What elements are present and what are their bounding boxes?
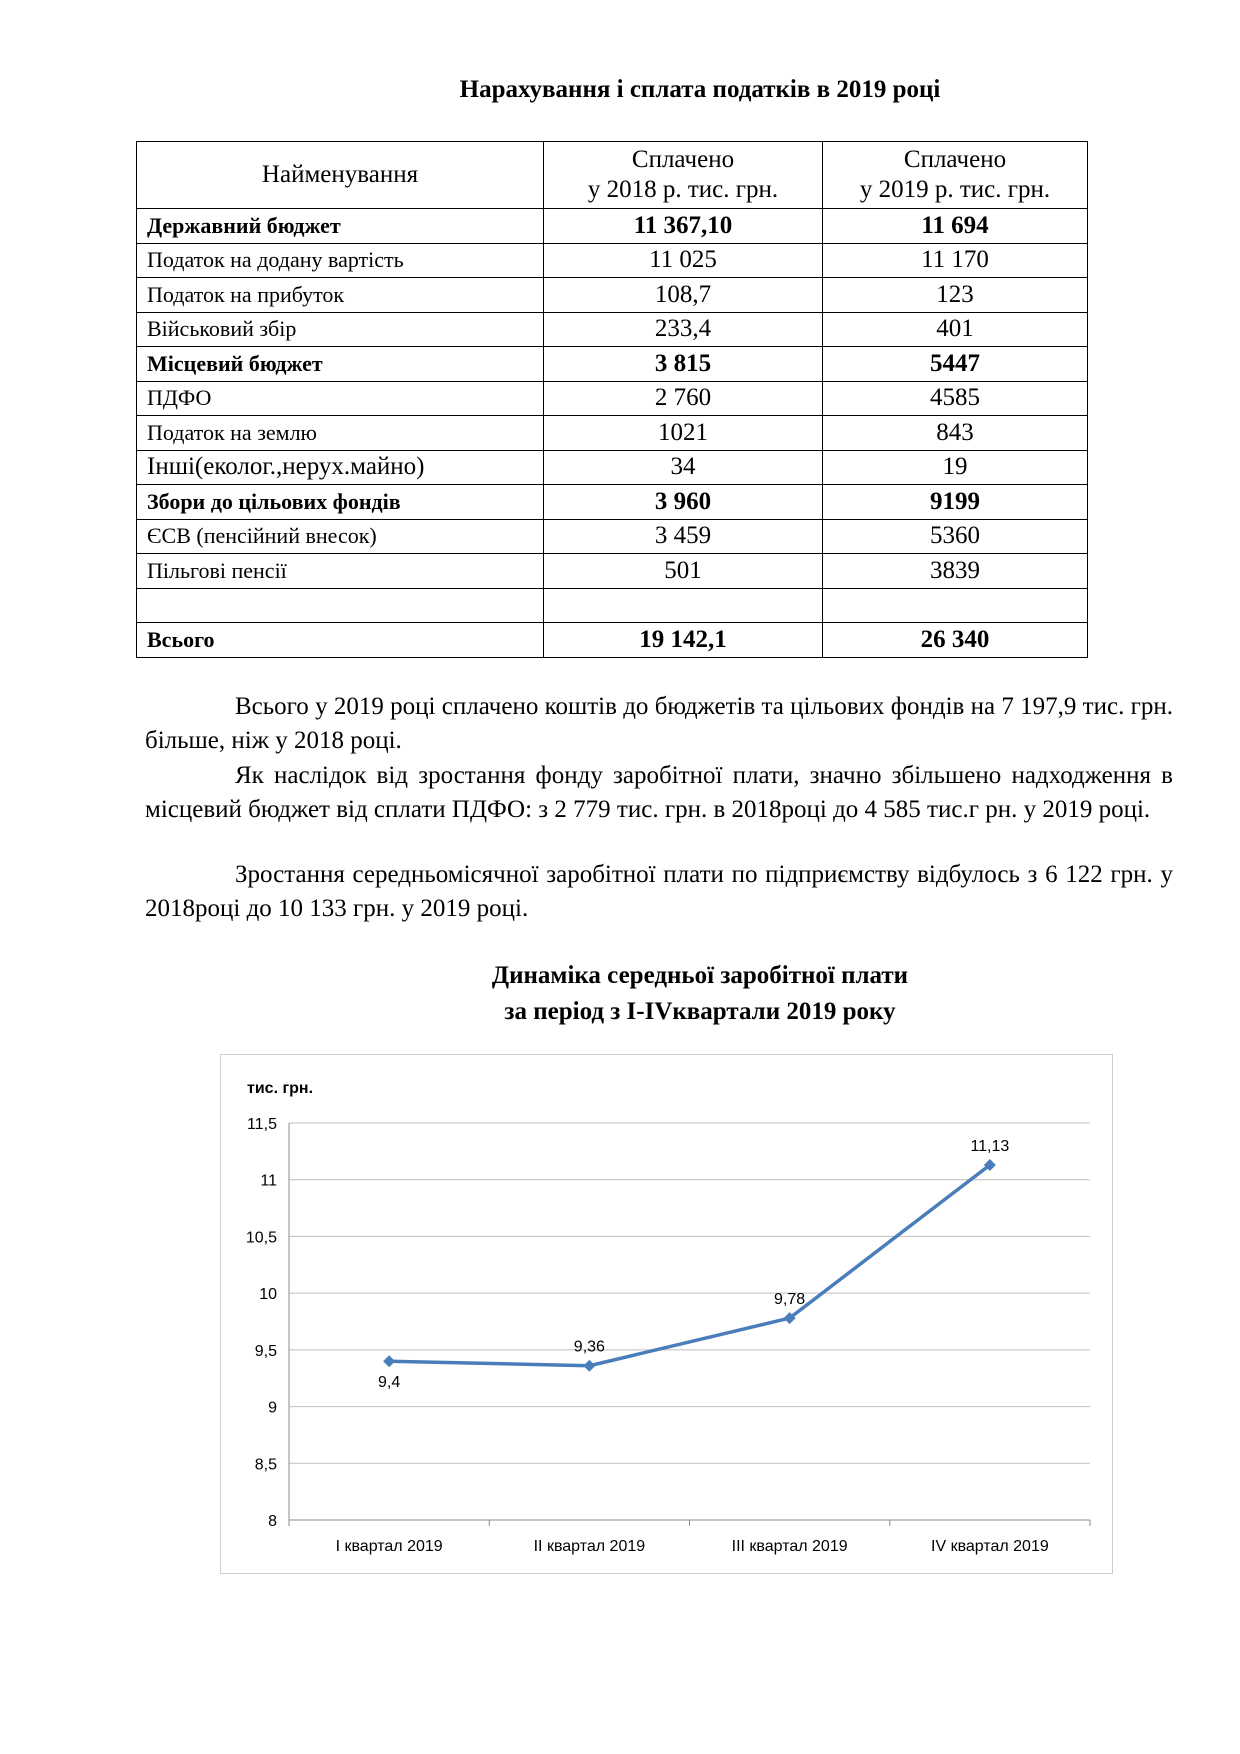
- row-name: ЄСВ (пенсійний внесок): [137, 519, 544, 554]
- row-value-2019: 19: [823, 450, 1088, 485]
- header-name: Найменування: [137, 142, 544, 209]
- y-tick-label: 8,5: [254, 1456, 277, 1474]
- row-value-2019: 26 340: [823, 623, 1088, 658]
- data-point: [383, 1355, 395, 1367]
- chart-canvas: [221, 1055, 1112, 1573]
- y-tick-label: 9,5: [254, 1342, 277, 1360]
- y-tick-label: 9: [268, 1399, 277, 1417]
- table-row: [137, 623, 1088, 658]
- row-name: [137, 588, 544, 623]
- row-value-2018: 501: [544, 554, 823, 589]
- y-tick-label: 8: [268, 1513, 277, 1530]
- row-value-2019: 9199: [823, 485, 1088, 520]
- y-tick-label: 10: [259, 1286, 277, 1304]
- table-row: [137, 450, 1088, 485]
- paragraph-pdfo-increase: Як наслідок від зростання фонду заробітної плати, значно збільшено надходження в місцевий бюджет від сплати ПДФО: з 2 779 тис. грн. в 2018році до 4 585 тис.г рн. у 2019 році.: [145, 762, 1173, 823]
- row-value-2019: 11 694: [823, 209, 1088, 244]
- data-label: 9,4: [378, 1374, 401, 1392]
- header-2018: [544, 142, 823, 209]
- row-value-2019: 5360: [823, 519, 1088, 554]
- row-name: Державний бюджет: [137, 209, 544, 244]
- y-axis-label: тис. грн.: [247, 1080, 314, 1097]
- header-2019-line1: Сплачено: [903, 146, 1007, 173]
- x-tick-label: ІІ квартал 2019: [533, 1538, 646, 1555]
- header-2019-line2: у 2019 р. тис. грн.: [859, 176, 1051, 203]
- y-tick-label: 11: [260, 1172, 277, 1190]
- row-value-2018: 233,4: [544, 312, 823, 347]
- chart-title-line2: за період з І-ІVквартали 2019 року: [504, 998, 896, 1025]
- row-value-2019: 5447: [823, 347, 1088, 382]
- data-point: [583, 1360, 595, 1372]
- row-name: Військовий збір: [137, 312, 544, 347]
- table-row: [137, 588, 1088, 623]
- x-tick-label: ІІІ квартал 2019: [731, 1538, 848, 1555]
- row-value-2018: 19 142,1: [544, 623, 823, 658]
- header-2018-line2: у 2018 р. тис. грн.: [587, 176, 779, 203]
- row-name: Податок на додану вартість: [137, 243, 544, 278]
- table-row: [137, 416, 1088, 451]
- row-value-2019: 3839: [823, 554, 1088, 589]
- row-value-2019: 11 170: [823, 243, 1088, 278]
- y-tick-label: 10,5: [245, 1229, 277, 1247]
- header-2018-line1: Сплачено: [631, 146, 735, 173]
- row-value-2019: 401: [823, 312, 1088, 347]
- row-name: Місцевий бюджет: [137, 347, 544, 382]
- row-name: Збори до цільових фондів: [137, 485, 544, 520]
- table-row: [137, 381, 1088, 416]
- data-label: 11,13: [970, 1137, 1010, 1155]
- chart-title-line1: Динаміка середньої заробітної плати: [491, 962, 909, 989]
- row-value-2018: 11 025: [544, 243, 823, 278]
- row-value-2019: [823, 588, 1088, 623]
- row-name: Податок на землю: [137, 416, 544, 451]
- row-value-2018: 11 367,10: [544, 209, 823, 244]
- table-row: [137, 485, 1088, 520]
- table-row: [137, 278, 1088, 313]
- row-name: Пільгові пенсії: [137, 554, 544, 589]
- table-row: [137, 554, 1088, 589]
- row-value-2019: 123: [823, 278, 1088, 313]
- row-value-2018: 3 960: [544, 485, 823, 520]
- row-name: ПДФО: [137, 381, 544, 416]
- row-value-2018: 3 459: [544, 519, 823, 554]
- row-value-2018: 34: [544, 450, 823, 485]
- row-name: Інші(еколог.,нерух.майно): [137, 450, 544, 485]
- table-row: [137, 209, 1088, 244]
- header-2019: [823, 142, 1088, 209]
- x-tick-label: І квартал 2019: [335, 1538, 443, 1555]
- table-row: [137, 519, 1088, 554]
- x-tick-label: IV квартал 2019: [931, 1538, 1049, 1555]
- data-label: 9,78: [774, 1291, 806, 1309]
- row-value-2018: 3 815: [544, 347, 823, 382]
- table-body: [137, 209, 1088, 658]
- table-row: [137, 243, 1088, 278]
- paragraph-total-increase: Всього у 2019 році сплачено коштів до бюджетів та цільових фондів на 7 197,9 тис. грн. більше, ніж у 2018 році.: [145, 693, 1173, 754]
- row-value-2019: 4585: [823, 381, 1088, 416]
- data-label: 9,36: [573, 1338, 605, 1356]
- row-value-2019: 843: [823, 416, 1088, 451]
- row-value-2018: [544, 588, 823, 623]
- row-value-2018: 108,7: [544, 278, 823, 313]
- chart-title: [0, 958, 1240, 1030]
- table-row: [137, 347, 1088, 382]
- table-row: [137, 312, 1088, 347]
- salary-chart: [220, 1054, 1113, 1574]
- row-value-2018: 2 760: [544, 381, 823, 416]
- table-header-row: [137, 142, 1088, 209]
- row-name: Податок на прибуток: [137, 278, 544, 313]
- row-name: Всього: [137, 623, 544, 658]
- paragraph-salary-growth: Зростання середньомісячної заробітної плати по підприємству відбулось з 6 122 грн. у 2018році до 10 133 грн. у 2019 році.: [145, 861, 1173, 922]
- page-title: Нарахування і сплата податків в 2019 році: [459, 76, 941, 103]
- y-tick-label: 11,5: [247, 1116, 277, 1133]
- tax-table: [136, 141, 1088, 658]
- row-value-2018: 1021: [544, 416, 823, 451]
- series-line: [389, 1165, 990, 1366]
